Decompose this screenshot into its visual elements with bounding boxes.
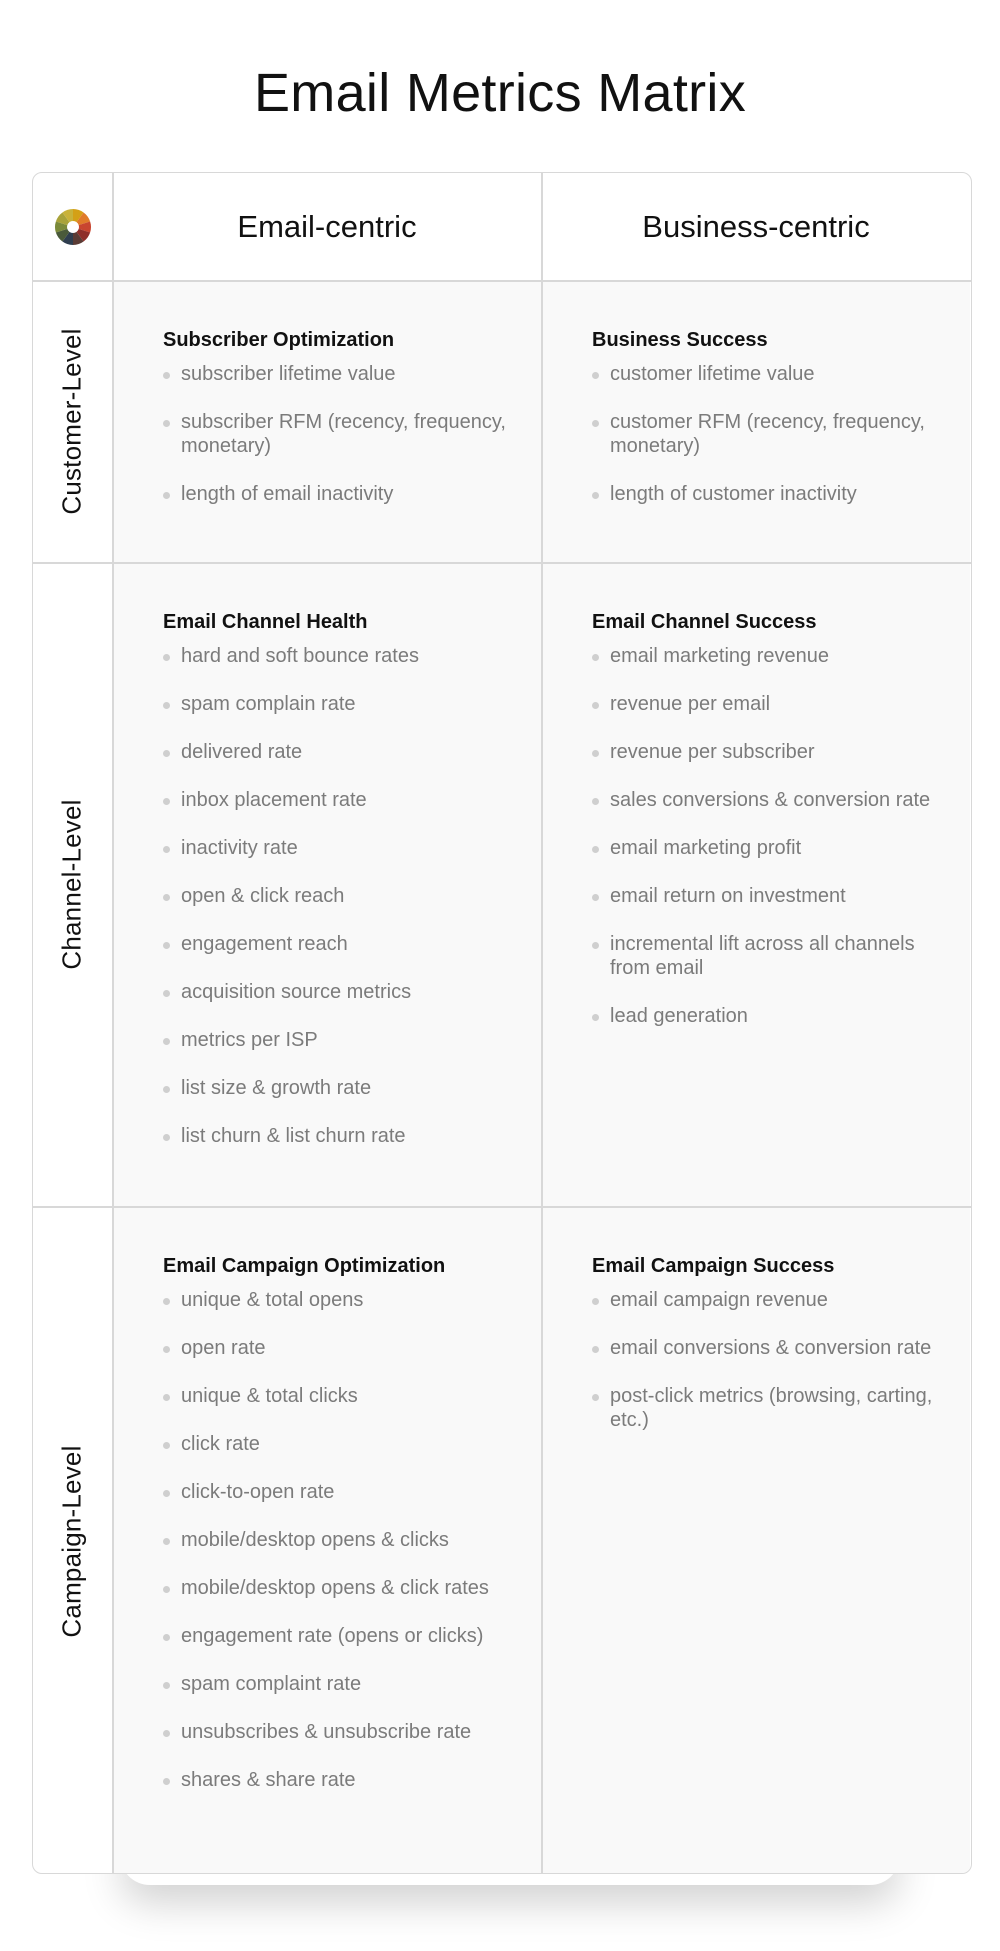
metric-list [592,1288,950,1432]
section-title: Email Campaign Success [592,1255,835,1277]
metric-list [163,1288,521,1792]
metric-item: length of email inactivity [163,482,521,506]
cell-channel-email [113,563,541,1206]
metric-item: length of customer inactivity [592,482,950,506]
metric-item: subscriber RFM (recency, frequency, monetary) [163,410,521,458]
metric-item: hard and soft bounce rates [163,644,521,668]
metric-item: list churn & list churn rate [163,1124,521,1148]
metric-item: open rate [163,1336,521,1360]
metric-item: click-to-open rate [163,1480,521,1504]
metric-item: incremental lift across all channels from email [592,932,950,980]
section-title: Subscriber Optimization [163,329,395,351]
metric-item: customer RFM (recency, frequency, monetary) [592,410,950,458]
metric-item: click rate [163,1432,521,1456]
row-label-customer-level [33,281,112,561]
section-title: Email Campaign Optimization [163,1255,446,1277]
metric-item: inactivity rate [163,836,521,860]
section-title: Business Success [592,329,768,351]
metric-item: spam complain rate [163,692,521,716]
row-label-channel-level [33,563,112,1205]
row-label-text: Channel-Level [57,798,87,970]
grid-divider [33,280,971,282]
cell-channel-business [542,563,970,1206]
metric-item: spam complaint rate [163,1672,521,1696]
cell-campaign-email [113,1207,541,1874]
metric-item: inbox placement rate [163,788,521,812]
metric-item: unsubscribes & unsubscribe rate [163,1720,521,1744]
metric-item: shares & share rate [163,1768,521,1792]
cell-campaign-business [542,1207,970,1874]
metric-item: open & click reach [163,884,521,908]
metric-item: unique & total clicks [163,1384,521,1408]
column-header-email-centric: Email-centric [237,208,417,244]
logo-cell [33,173,112,280]
metric-item: lead generation [592,1004,950,1028]
metric-item: post-click metrics (browsing, carting, etc.) [592,1384,950,1432]
metric-list [592,362,950,506]
metric-item: mobile/desktop opens & click rates [163,1576,521,1600]
metric-list [163,644,521,1148]
metrics-matrix [32,172,972,1874]
grid-divider [541,173,543,1873]
section-title: Email Channel Health [163,611,368,633]
metric-item: sales conversions & conversion rate [592,788,950,812]
metric-item: unique & total opens [163,1288,521,1312]
metric-item: list size & growth rate [163,1076,521,1100]
metric-item: email conversions & conversion rate [592,1336,950,1360]
metric-item: revenue per email [592,692,950,716]
cell-customer-business [542,281,970,562]
metric-list [592,644,950,1028]
metric-item: email return on investment [592,884,950,908]
metric-list [163,362,521,506]
cell-customer-email [113,281,541,562]
row-label-campaign-level [33,1207,112,1874]
metric-item: email campaign revenue [592,1288,950,1312]
metric-item: revenue per subscriber [592,740,950,764]
grid-divider [112,173,114,1873]
page-title: Email Metrics Matrix [253,63,747,123]
row-label-text: Customer-Level [57,327,87,515]
metric-item: mobile/desktop opens & clicks [163,1528,521,1552]
column-header-business-centric: Business-centric [642,208,870,244]
metric-item: engagement rate (opens or clicks) [163,1624,521,1648]
grid-divider [33,1206,971,1208]
section-title: Email Channel Success [592,611,817,633]
grid-divider [33,562,971,564]
metric-item: acquisition source metrics [163,980,521,1004]
metric-item: customer lifetime value [592,362,950,386]
metric-item: engagement reach [163,932,521,956]
metric-item: metrics per ISP [163,1028,521,1052]
metric-item: email marketing revenue [592,644,950,668]
metric-item: delivered rate [163,740,521,764]
color-wheel-icon [54,208,92,246]
row-label-text: Campaign-Level [57,1444,88,1638]
metric-item: subscriber lifetime value [163,362,521,386]
metric-item: email marketing profit [592,836,950,860]
